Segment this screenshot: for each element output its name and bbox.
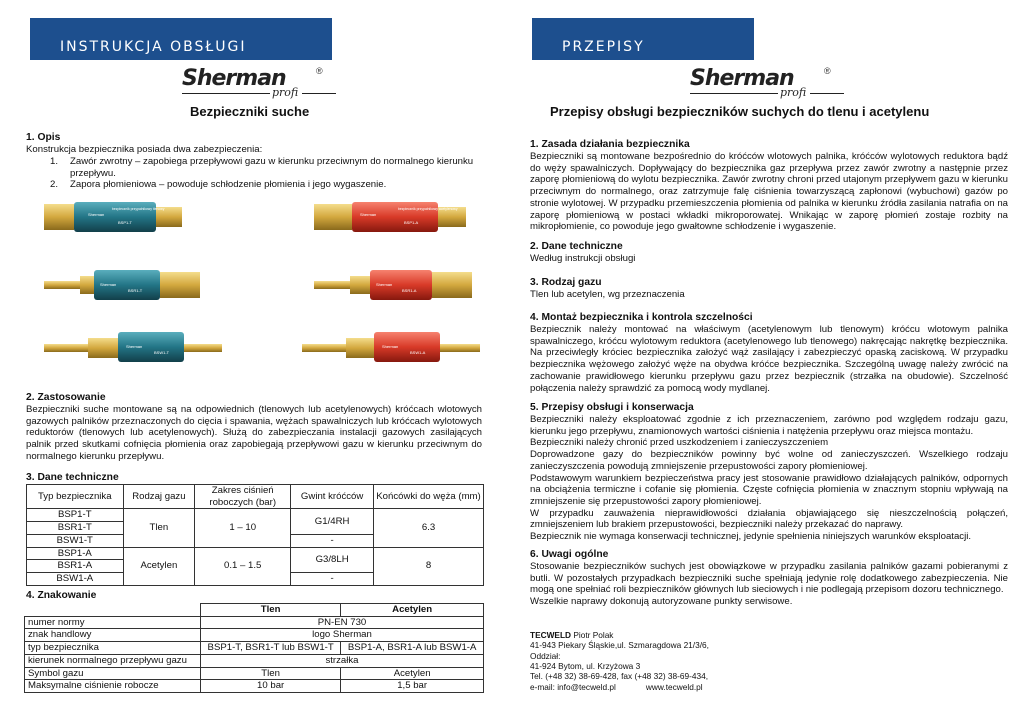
header-cell: Końcówki do węża (mm)	[374, 485, 484, 509]
hose-tail	[184, 344, 222, 352]
value-cell: 1,5 bar	[341, 680, 484, 693]
table-row	[27, 509, 484, 522]
pressure-cell: 1 – 10	[195, 509, 291, 547]
brand-mark: Sherman	[100, 282, 117, 287]
tech-data-table	[26, 484, 484, 586]
branch-label: Oddział:	[530, 650, 561, 661]
paragraph: Bezpieczniki należy eksploatować zgodnie z ich przeznaczeniem, zarówno pod względem rodzaju gazu, kierunku jego przepływu, znamionowych wartości ciśnienia i natężenia przepływu oraz miejsca montażu.	[530, 414, 1008, 437]
section-heading-uwagi: 6. Uwagi ogólne	[530, 549, 609, 560]
list-number: 1.	[50, 156, 59, 167]
fuse-bsw1-t-image	[44, 332, 222, 362]
regulations-banner: PRZEPISY	[532, 18, 754, 60]
header-cell: Rodzaj gazu	[123, 485, 195, 509]
section-heading-zasada: 1. Zasada działania bezpiecznika	[530, 139, 690, 150]
sherman-logo	[182, 66, 342, 100]
logo-name: Sherman	[690, 66, 794, 91]
label-cell: Symbol gazu	[25, 667, 201, 680]
nut	[160, 272, 200, 298]
label-cell: numer normy	[25, 616, 201, 629]
section-heading-dane: 2. Dane techniczne	[530, 241, 623, 252]
value-cell: logo Sherman	[201, 629, 484, 642]
zasada-text: Bezpieczniki są montowane bezpośrednio do króćców wlotowych palnika, króćców wylotowych reduktora bądź do węży spawalniczych. Dopływający do bezpiecznika gaz przepływa przez zawór zwrotny a następnie przez zaporę płomieniową do wylotu bezpiecznika. Zawór zwrotny chroni przed utajonym przepływem gazu w kierunku przeciwnym do normalnego, oraz zatrzymuje falę ciśnienia towarzyszącą zapłonowi (wybuchowi) gazów po stronie wylotowej. W przypadku przemieszczenia płomienia od palnika w kierunku źródła zasilania natrafia on na zaporę płomieniową w postaci wkładki mikroporowatej. Wnikając w zaporę płomień zostaje rozbity na mikropłomienie, co powoduje jego gwałtowne schłodzenie i wygaszenie.	[530, 151, 1008, 233]
body-label: bezpiecznik przypalnikowy acetylenowy	[398, 207, 458, 211]
montaz-text: Bezpiecznik należy montować na właściwym (acetylenowym lub tlenowym) króćcu wlotowym palnika spawalniczego, króćcu wylotowym reduktora (acetylenowego lub tlenowego) nakręcając nakrętkę bezpiecznika. Na przeciwległy króciec bezpiecznika założyć wąż zasilający i zabezpieczyć opaską zaciskową. W przypadku bezpiecznika wężowego założyć węże na obydwa króćce bezpiecznika. Szczególną uwagę należy zwrócić na zachowanie prawidłowego kierunku przepływu gazu przez bezpiecznik (strzałka na obudowie). Szczelność połączenia należy sprawdzić za pomocą wody mydlanej.	[530, 324, 1008, 394]
fuse-bsw1-a-image	[302, 332, 480, 362]
section-heading-dane-techniczne: 3. Dane techniczne	[26, 472, 119, 483]
body-code: BSR1-A	[402, 288, 417, 293]
paragraph: Stosowanie bezpieczników suchych jest obowiązkowe w przypadku zasilania palników gazami pobieranymi z butli. W pozostałych przypadkach bezpieczniki suche spełniają jedynie rolę dodatkowego zabezpieczenia. Nie mogą one spełniać roli bezpieczników głównych lub sieciowych i nie podlegają przepisom dozoru technicznego.	[530, 561, 1008, 596]
collar	[350, 276, 370, 294]
fuse-bsr1-a-image	[314, 270, 472, 300]
section-heading-zastosowanie: 2. Zastosowanie	[26, 392, 106, 403]
list-item	[50, 179, 482, 191]
type-cell: BSW1-T	[27, 534, 124, 547]
nut	[432, 272, 472, 298]
thread-cell: G3/8LH	[291, 547, 374, 572]
nut	[44, 204, 74, 230]
body-code: BSR1-T	[128, 288, 143, 293]
opis-list	[50, 156, 482, 191]
header-cell: Tlen	[201, 604, 341, 617]
label-cell: typ bezpiecznika	[25, 642, 201, 655]
address-line: 41-943 Piekary Śląskie,ul. Szmaragdowa 21/3/6,	[530, 640, 709, 651]
value-cell: BSP1-T, BSR1-T lub BSW1-T	[201, 642, 341, 655]
brand-mark: Sherman	[126, 344, 143, 349]
page-title: Bezpieczniki suche	[190, 104, 310, 119]
table-row	[25, 642, 484, 655]
thread-cell: -	[291, 572, 374, 585]
value-cell: BSP1-A, BSR1-A lub BSW1-A	[341, 642, 484, 655]
page-title: Przepisy obsługi bezpieczników suchych do tlenu i acetylenu	[550, 104, 930, 119]
header-cell: Acetylen	[341, 604, 484, 617]
table-row	[27, 547, 484, 560]
header-cell: Zakres ciśnień roboczych (bar)	[195, 485, 291, 509]
thread-cell: G1/4RH	[291, 509, 374, 534]
value-cell: Acetylen	[341, 667, 484, 680]
uwagi-text	[530, 561, 1008, 608]
brand-mark: Sherman	[360, 212, 377, 217]
value-cell: Tlen	[201, 667, 341, 680]
body-code: BSP1-A	[404, 220, 419, 225]
list-text: Zapora płomieniowa – powoduje schłodzenie płomienia i jego wygaszenie.	[70, 179, 387, 191]
logo-registered-mark: ®	[316, 66, 323, 76]
table-row	[25, 680, 484, 693]
collar	[88, 338, 118, 358]
logo-underline-end	[810, 93, 844, 94]
dane-text: Według instrukcji obsługi	[530, 253, 636, 264]
pressure-cell: 0.1 – 1.5	[195, 547, 291, 585]
table-row	[25, 667, 484, 680]
company-person: Piotr Polak	[571, 630, 614, 640]
logo-registered-mark: ®	[824, 66, 831, 76]
body-label: bezpiecznik przypalnikowy tlenowy	[112, 207, 165, 211]
label-cell: Maksymalne ciśnienie robocze	[25, 680, 201, 693]
label-cell: znak handlowy	[25, 629, 201, 642]
right-page	[512, 0, 1024, 724]
section-heading-przepisy: 5. Przepisy obsługi i konserwacja	[530, 402, 694, 413]
type-cell: BSP1-A	[27, 547, 124, 560]
label-cell: kierunek normalnego przepływu gazu	[25, 654, 201, 667]
fuse-bsp1-a-image	[314, 202, 466, 232]
table-header-row	[25, 604, 484, 617]
paragraph: W przypadku zauważenia nieprawidłowości działania objawiającego się nieszczelnością połączeń, zmniejszeniem lub brakiem przepustowości, bezpieczniki należy przekazać do naprawy.	[530, 507, 1008, 531]
body-code: BSP1-T	[118, 220, 133, 225]
website-link[interactable]: www.tecweld.pl	[645, 681, 703, 692]
fuse-bsr1-t-image	[44, 270, 200, 300]
rodzaj-gazu-text: Tlen lub acetylen, wg przeznaczenia	[530, 289, 685, 300]
gas-cell: Acetylen	[123, 547, 195, 585]
table-row	[25, 629, 484, 642]
przepisy-text	[530, 414, 1008, 543]
phone-line: Tel. (+48 32) 38-69-428, fax (+48 32) 38-69-434,	[530, 671, 709, 682]
section-heading-montaz: 4. Montaż bezpiecznika i kontrola szczelności	[530, 312, 753, 323]
collar	[80, 276, 94, 294]
paragraph: Wszelkie naprawy dokonują autoryzowane punkty serwisowe.	[530, 596, 793, 608]
type-cell: BSR1-A	[27, 560, 124, 573]
hose-tail	[302, 344, 346, 352]
sherman-logo	[690, 66, 850, 100]
hose-cell: 6.3	[374, 509, 484, 547]
email-link[interactable]: e-mail: info@tecweld.pl	[530, 681, 616, 692]
paragraph: Podstawowym warunkiem bezpieczeństwa pracy jest stosowanie prawidłowo działających palników, odpornych na obciążenia termiczne i cofanie się płomienia. Częste cofnięcia płomienia w znacznym stopniu wpływają na zmniejszenie się przepustowości zapory płomieniowej.	[530, 472, 1008, 507]
brand-mark: Sherman	[376, 282, 393, 287]
logo-name: Sherman	[182, 66, 286, 91]
table-row	[25, 616, 484, 629]
value-cell: strzałka	[201, 654, 484, 667]
opis-intro: Konstrukcja bezpiecznika posiada dwa zabezpieczenia:	[26, 144, 263, 155]
logo-profi: profi	[272, 86, 299, 99]
brand-mark: Sherman	[382, 344, 399, 349]
marking-table	[24, 603, 484, 693]
gas-cell: Tlen	[123, 509, 195, 547]
logo-underline-end	[302, 93, 336, 94]
brand-mark: Sherman	[88, 212, 105, 217]
list-item	[50, 156, 482, 179]
zastosowanie-text: Bezpieczniki suche montowane są na odpowiednich (tlenowych lub acetylenowych) króćcach wlotowych gazowych palników przeznaczonych do cięcia i spawania, wężach spawalniczych lub króćcach wylotowych reduktorów (tlenowych lub acetylenowych). Służą do zabezpieczania instalacji gazowych zasilających palnik przed skutkami cofnięcia płomienia oraz zapobiegają przepływowi gazu w kierunku przeciwnym do normalnego kierunku przepływu.	[26, 404, 482, 462]
logo-profi: profi	[780, 86, 807, 99]
collar	[346, 338, 374, 358]
product-photos	[30, 194, 490, 372]
empty-cell	[25, 604, 201, 617]
branch-address: 41-924 Bytom, ul. Krzyżowa 3	[530, 661, 641, 672]
section-heading-opis: 1. Opis	[26, 132, 61, 143]
hose-cell: 8	[374, 547, 484, 585]
value-cell: 10 bar	[201, 680, 341, 693]
table-row	[25, 654, 484, 667]
thread-cell: -	[291, 534, 374, 547]
logo-underline	[690, 93, 778, 94]
company-line	[530, 630, 830, 640]
type-cell: BSR1-T	[27, 522, 124, 535]
web-line	[530, 682, 830, 692]
header-cell: Typ bezpiecznika	[27, 485, 124, 509]
paragraph: Bezpiecznik nie wymaga konserwacji technicznej, jedynie spełnienia niniejszych warunków eksploatacji.	[530, 531, 972, 543]
section-heading-rodzaj-gazu: 3. Rodzaj gazu	[530, 277, 602, 288]
fuse-bsp1-t-image	[44, 202, 182, 232]
instruction-banner: INSTRUKCJA OBSŁUGI	[30, 18, 332, 60]
contact-block	[530, 630, 830, 692]
nut	[314, 204, 352, 230]
hose-tail	[314, 281, 350, 289]
hose-tail	[44, 281, 80, 289]
type-cell: BSW1-A	[27, 572, 124, 585]
list-number: 2.	[50, 179, 59, 191]
list-text: Zawór zwrotny – zapobiega przepływowi gazu w kierunku przeciwnym do normalnego kierunku przepływu.	[70, 156, 474, 179]
company-name: TECWELD	[530, 630, 572, 640]
header-cell: Gwint króćców	[291, 485, 374, 509]
logo-underline	[182, 93, 270, 94]
section-heading-znakowanie: 4. Znakowanie	[26, 590, 97, 601]
paragraph: Doprowadzone gazy do bezpieczników powinny być wolne od zanieczyszczeń. Wszelkiego rodzaju zanieczyszczenia powodują zmniejszenie przepustowości zapory płomieniowej.	[530, 449, 1008, 472]
type-cell: BSP1-T	[27, 509, 124, 522]
hose-tail	[440, 344, 480, 352]
body-code: BSW1-T	[154, 350, 170, 355]
body-code: BSW1-A	[410, 350, 426, 355]
paragraph: Bezpieczniki należy chronić przed uszkodzeniem i zanieczyszczeniem	[530, 437, 829, 449]
table-header-row	[27, 485, 484, 509]
value-cell: PN-EN 730	[201, 616, 484, 629]
hose-tail	[44, 344, 88, 352]
